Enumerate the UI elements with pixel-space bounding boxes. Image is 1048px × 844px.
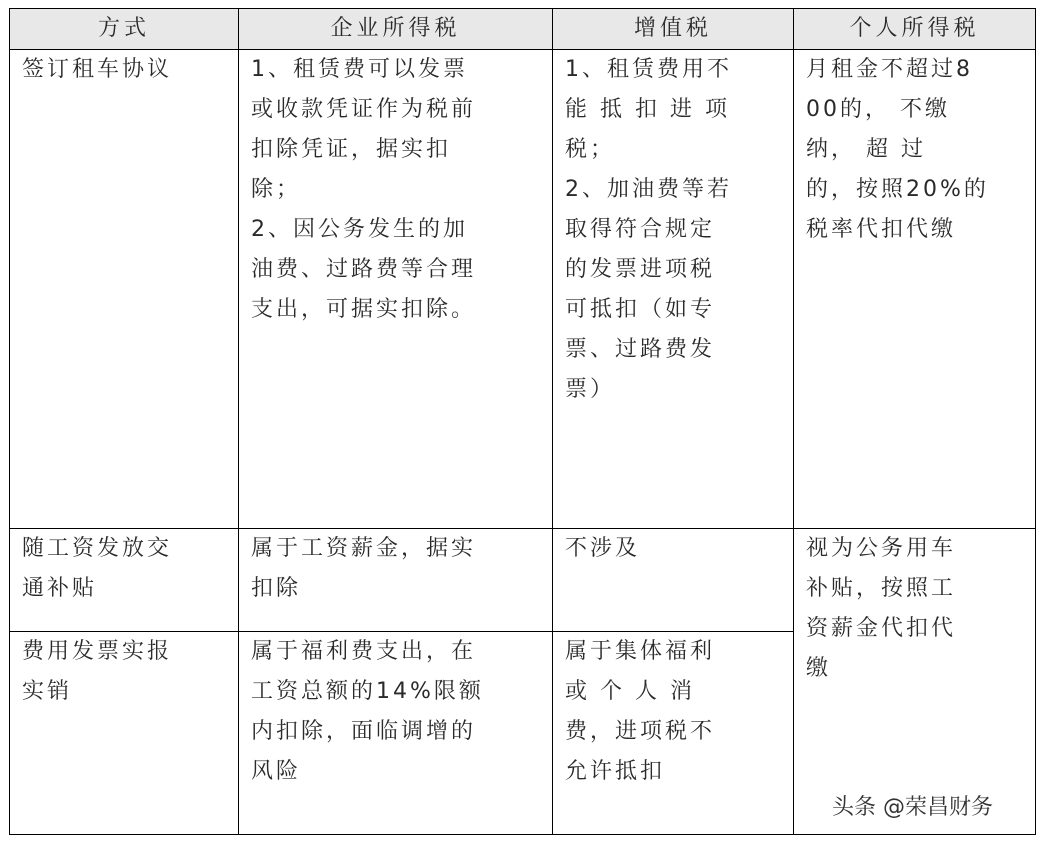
tax-comparison-table [9, 8, 1036, 835]
vat-cell [553, 50, 794, 529]
method-text: 随工资发放交 通补贴 [22, 536, 173, 601]
watermark-text: 头条 @荣昌财务 [832, 795, 993, 820]
cit-cell [239, 529, 553, 632]
cit-cell [239, 50, 553, 529]
vat-text: 1、租赁费用不 能 抵 扣 进 项 税； 2、加油费等若 取得符合规定 的发票进项税 可抵扣（如专 票、过路费发 票） [565, 57, 732, 402]
vat-text: 不涉及 [565, 536, 641, 561]
table-row [10, 529, 1036, 632]
cit-text: 属于工资薪金，据实 扣除 [251, 536, 477, 601]
iit-text: 月租金不超过8 00的， 不缴 纳， 超 过 的，按照20%的 税率代扣代缴 [806, 57, 989, 242]
iit-cell [794, 529, 1036, 835]
method-cell [10, 529, 239, 632]
cit-cell [239, 632, 553, 835]
header-vat: 增值税 [553, 9, 794, 50]
vat-text: 属于集体福利 或 个 人 消 费，进项税不 允许抵扣 [565, 639, 716, 784]
header-personal-income-tax: 个人所得税 [794, 9, 1036, 50]
header-corporate-income-tax: 企业所得税 [239, 9, 553, 50]
method-cell [10, 632, 239, 835]
iit-text: 视为公务用车 补贴，按照工 资薪金代扣代 缴 [806, 536, 957, 681]
vat-cell [553, 529, 794, 632]
cit-text: 属于福利费支出，在 工资总额的14%限额 内扣除，面临调增的 风险 [251, 639, 484, 784]
header-method: 方式 [10, 9, 239, 50]
iit-cell [794, 50, 1036, 529]
cit-text: 1、租赁费可以发票 或收款凭证作为税前 扣除凭证，据实扣 除； 2、因公务发生的加 油费、过路费等合理 支出，可据实扣除。 [251, 57, 477, 322]
method-text: 签订租车协议 [22, 57, 173, 82]
vat-cell [553, 632, 794, 835]
table-row [10, 50, 1036, 529]
header-row [10, 9, 1036, 50]
method-text: 费用发票实报 实销 [22, 639, 173, 704]
method-cell [10, 50, 239, 529]
